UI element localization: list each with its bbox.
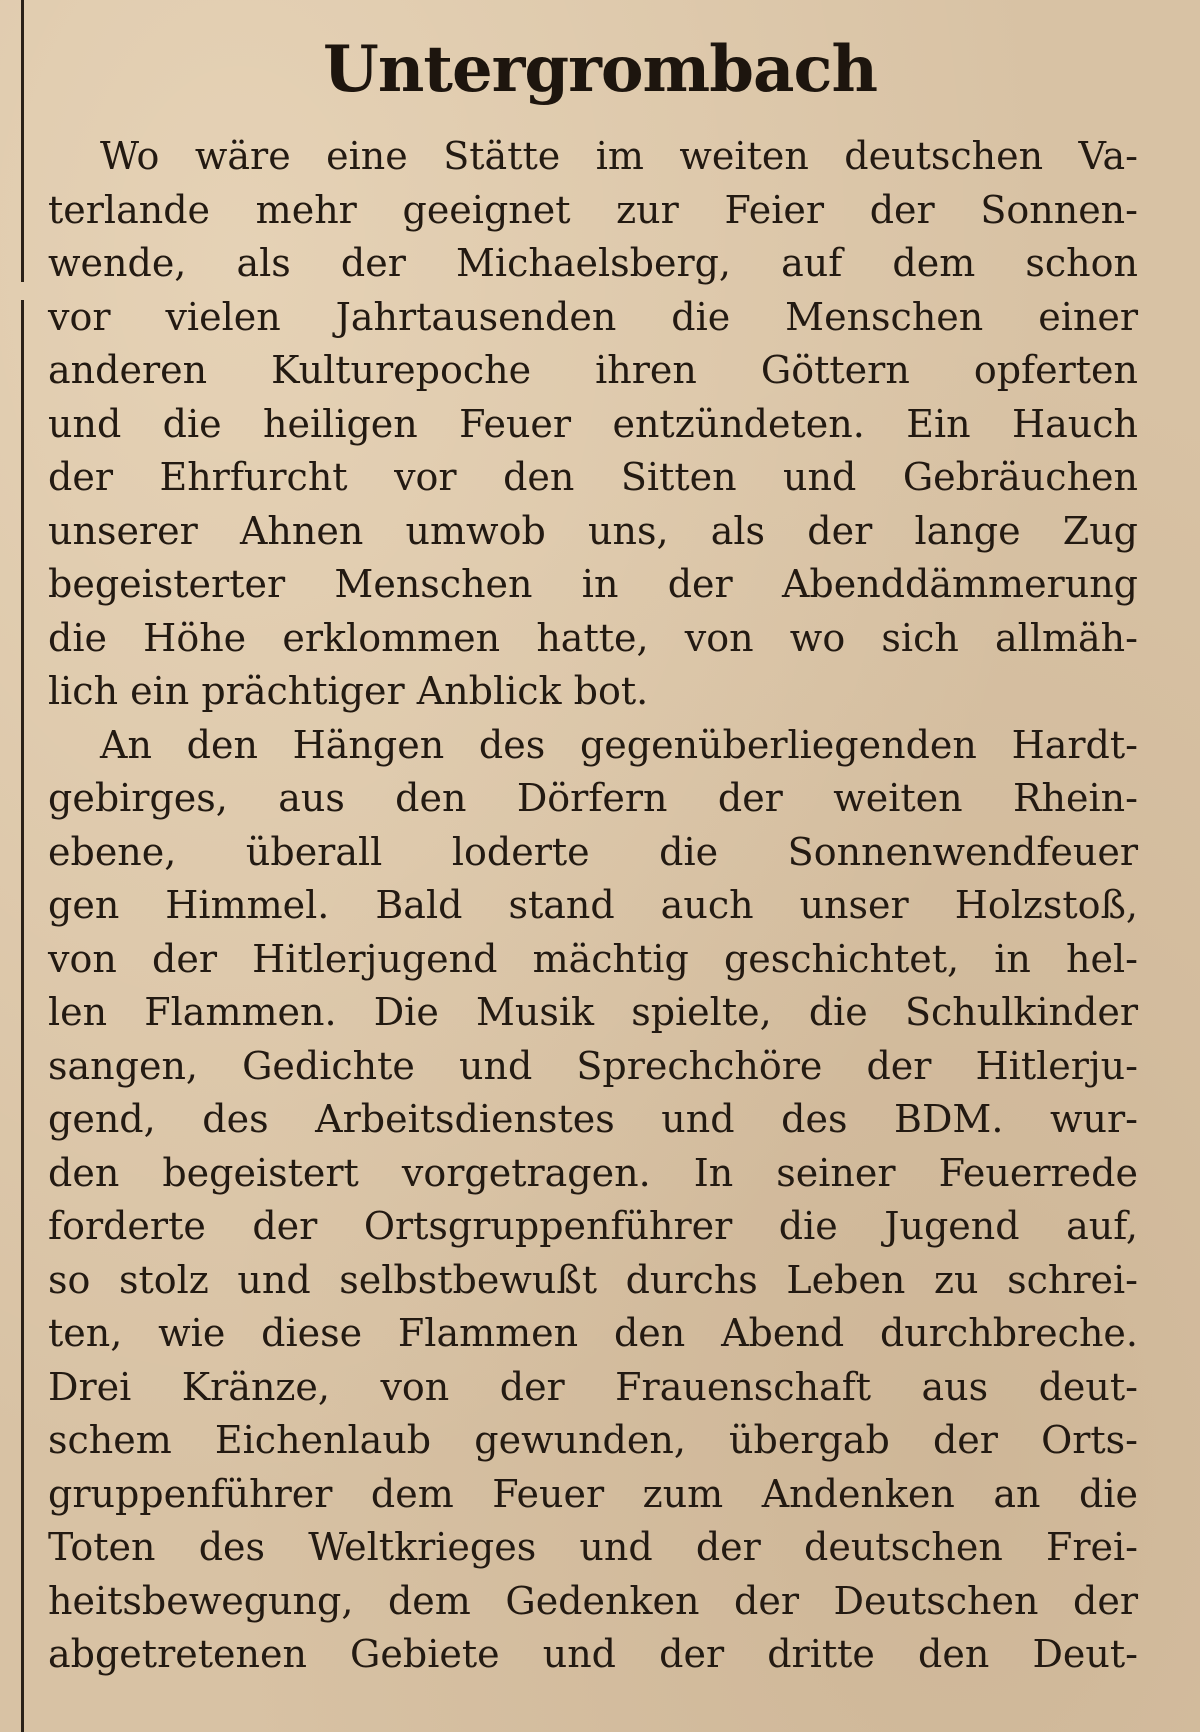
text-line: terlande mehr geeignet zur Feier der Sonnen- bbox=[48, 187, 1138, 232]
text-line: die Höhe erklommen hatte, von wo sich allmäh- bbox=[48, 615, 1138, 660]
text-line: anderen Kulturepoche ihren Göttern opferten bbox=[48, 348, 1138, 392]
text-line: gend, des Arbeitsdienstes und des BDM. wur- bbox=[48, 1097, 1138, 1141]
text-line: der Ehrfurcht vor den Sitten und Gebräuchen bbox=[48, 455, 1138, 499]
text-line: abgetretenen Gebiete und der dritte den Deut- bbox=[48, 1632, 1138, 1676]
text-line: sangen, Gedichte und Sprechchöre der Hitlerju- bbox=[48, 1043, 1138, 1088]
text-line: lich ein prächtiger Anblick bot. bbox=[48, 669, 649, 713]
text-line: gebirges, aus den Dörfern der weiten Rhein- bbox=[48, 776, 1138, 820]
text-line: Toten des Weltkrieges und der deutschen Frei- bbox=[48, 1525, 1138, 1569]
text-line: wende, als der Michaelsberg, auf dem schon bbox=[48, 241, 1138, 285]
text-line: vor vielen Jahrtausenden die Menschen einer bbox=[48, 294, 1138, 339]
text-line: heitsbewegung, dem Gedenken der Deutschen der bbox=[48, 1578, 1138, 1623]
text-line: len Flammen. Die Musik spielte, die Schulkinder bbox=[48, 990, 1138, 1034]
article-title: Untergrombach bbox=[323, 32, 877, 107]
text-line: ebene, überall loderte die Sonnenwendfeuer bbox=[48, 829, 1138, 874]
text-line: ten, wie diese Flammen den Abend durchbreche. bbox=[48, 1311, 1138, 1355]
text-line: schem Eichenlaub gewunden, übergab der Orts- bbox=[48, 1418, 1138, 1462]
column-rule-lower bbox=[21, 300, 24, 1732]
text-line: An den Hängen des gegenüberliegenden Hardt- bbox=[100, 722, 1138, 767]
article-body bbox=[48, 130, 1138, 1682]
text-line: Wo wäre eine Stätte im weiten deutschen Va- bbox=[100, 134, 1138, 178]
text-line: den begeistert vorgetragen. In seiner Feuerrede bbox=[48, 1150, 1138, 1195]
text-line: gen Himmel. Bald stand auch unser Holzstoß, bbox=[48, 883, 1138, 927]
text-line: so stolz und selbstbewußt durchs Leben zu schrei- bbox=[48, 1257, 1138, 1302]
text-line: gruppenführer dem Feuer zum Andenken an die bbox=[48, 1471, 1138, 1516]
text-line: forderte der Ortsgruppenführer die Jugend auf, bbox=[48, 1204, 1138, 1248]
text-line: von der Hitlerjugend mächtig geschichtet, in hel- bbox=[48, 936, 1138, 981]
text-line: Drei Kränze, von der Frauenschaft aus deut- bbox=[48, 1364, 1138, 1409]
text-line: und die heiligen Feuer entzündeten. Ein Hauch bbox=[48, 401, 1138, 446]
text-line: unserer Ahnen umwob uns, als der lange Zug bbox=[48, 508, 1138, 553]
text-line: begeisterter Menschen in der Abenddämmerung bbox=[48, 562, 1138, 606]
